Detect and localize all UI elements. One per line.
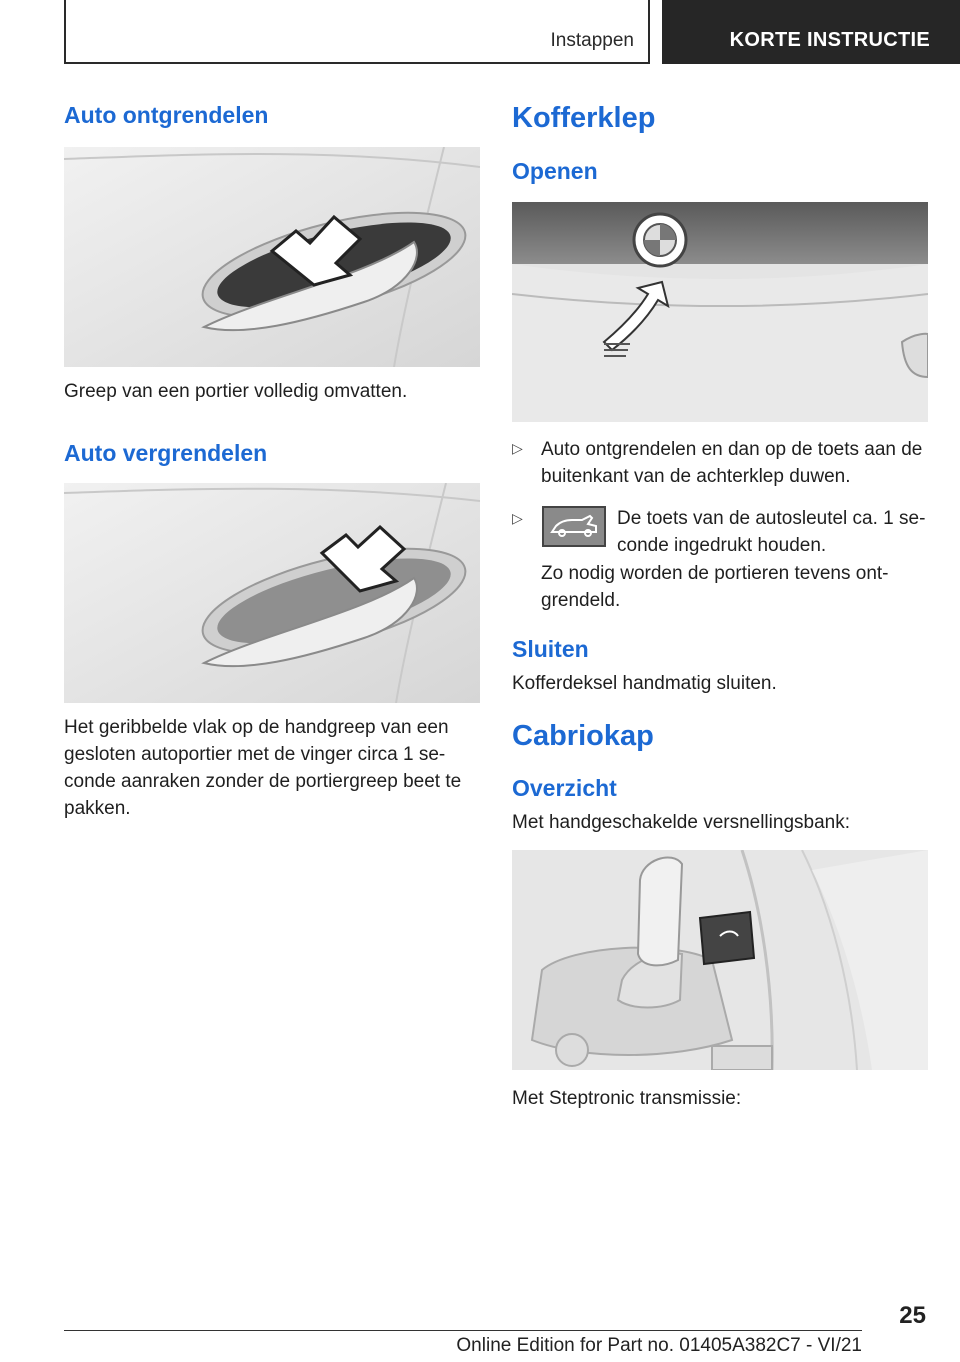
close-text: Kofferdeksel handmatig sluiten. — [512, 673, 777, 694]
header-section-box — [64, 0, 650, 64]
heading-trunk: Kofferklep — [512, 102, 656, 134]
step2-note-line: Zo nodig worden de portieren tevens ont- — [541, 563, 889, 584]
heading-unlock: Auto ontgrendelen — [64, 102, 269, 128]
step1-line: buitenkant van de achterklep duwen. — [541, 466, 851, 487]
lock-text — [64, 714, 461, 822]
lock-text-line: Het geribbelde vlak op de handgreep van een — [64, 717, 449, 738]
header-section-title: Instappen — [550, 30, 634, 51]
footer-divider — [64, 1330, 862, 1331]
heading-open: Openen — [512, 158, 598, 184]
page-number: 25 — [899, 1302, 926, 1329]
heading-overview: Overzicht — [512, 775, 617, 801]
footer-edition: Online Edition for Part no. 01405A382C7 - VI/21 — [456, 1335, 862, 1356]
step2-line: De toets van de autosleutel ca. 1 se- — [617, 508, 926, 529]
trunk-key-icon — [542, 506, 606, 547]
lock-text-line: gesloten autoportier met de vinger circa 1 se- — [64, 744, 446, 765]
steptronic-text: Met Steptronic transmissie: — [512, 1088, 742, 1109]
step2-note — [541, 560, 889, 614]
step1-text — [541, 436, 922, 490]
triangle-bullet-icon: ▷ — [512, 510, 523, 526]
unlock-text: Greep van een portier volledig omvatten. — [64, 381, 408, 402]
step2-text — [617, 505, 925, 559]
heading-lock: Auto vergrendelen — [64, 440, 268, 466]
step2-line: conde ingedrukt houden. — [617, 535, 827, 556]
header-chapter-title: KORTE INSTRUCTIE — [729, 29, 930, 51]
door-handle-unlock-illustration — [64, 147, 480, 367]
heading-close: Sluiten — [512, 636, 589, 662]
heading-roof: Cabriokap — [512, 720, 654, 752]
triangle-bullet-icon: ▷ — [512, 440, 523, 456]
manual-transmission-text: Met handgeschakelde versnellingsbank: — [512, 812, 850, 833]
step2-note-line: grendeld. — [541, 590, 621, 611]
lock-text-line: pakken. — [64, 798, 131, 819]
lock-text-line: conde aanraken zonder de portiergreep beet te — [64, 771, 462, 792]
trunk-button-illustration — [512, 202, 928, 422]
door-handle-lock-illustration — [64, 483, 480, 703]
center-console-illustration — [512, 850, 928, 1070]
step1-line: Auto ontgrendelen en dan op de toets aan de — [541, 439, 923, 460]
header-chapter-tab — [662, 0, 960, 64]
